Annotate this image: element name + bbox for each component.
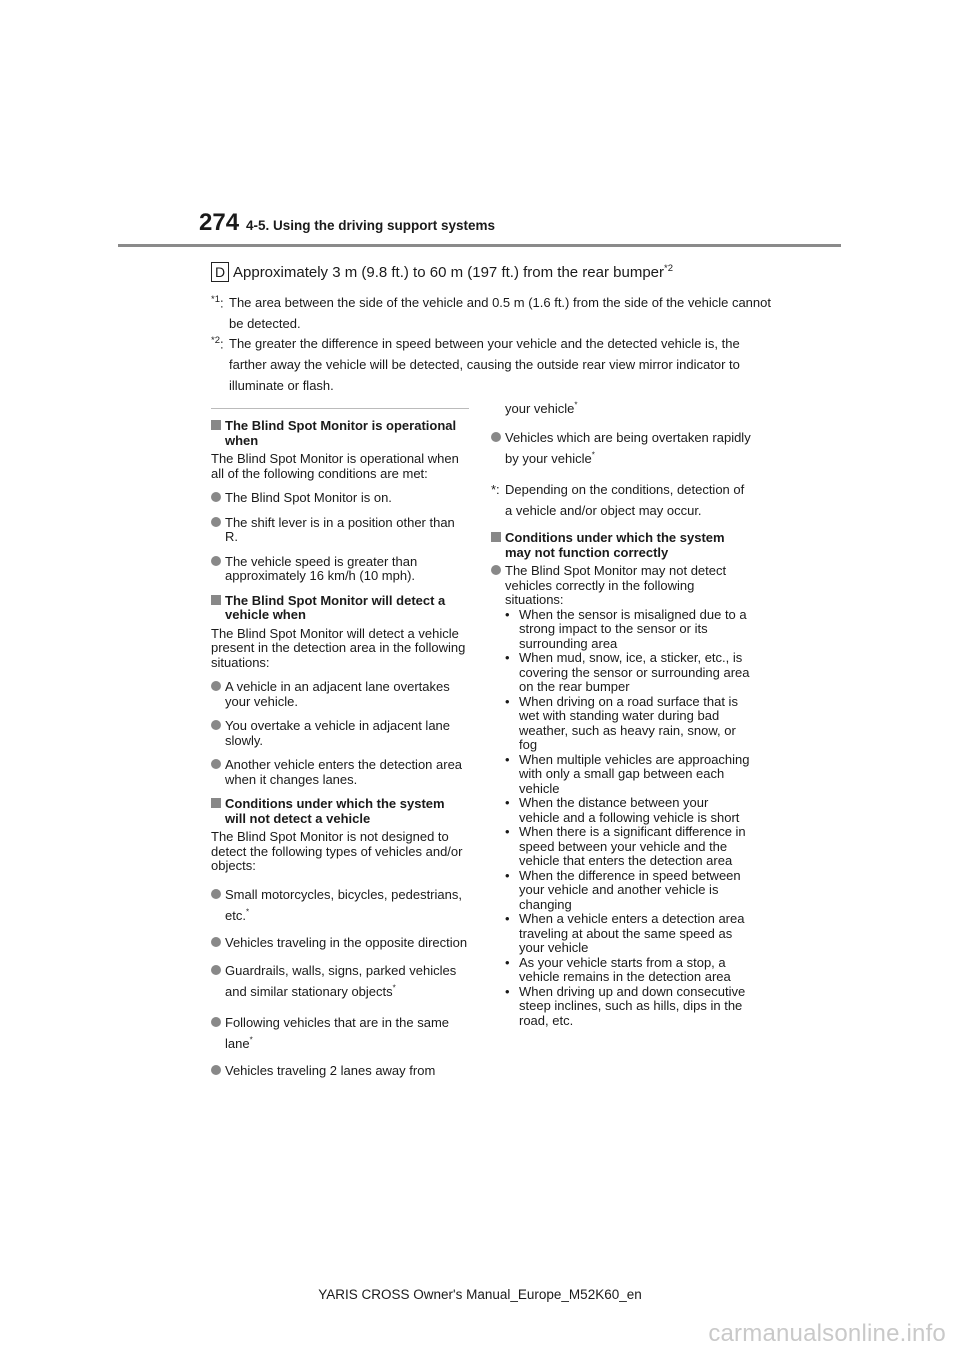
asterisk-note: *: Depending on the conditions, detection of a vehicle and/or object may occur. [491, 482, 745, 518]
sub-bullet-item: • When driving on a road surface that is wet with standing water during bad weather, such as heavy rain, snow, or fog [505, 693, 738, 752]
bullet-item: Another vehicle enters the detection area when it changes lanes. [211, 758, 469, 787]
footnote-mark: *1 [211, 294, 220, 305]
square-bullet-icon [211, 798, 221, 808]
bullet-item: Vehicles which are being overtaken rapidly by your vehicle* [491, 427, 751, 469]
bullet-item: The shift lever is in a position other than R. [211, 516, 469, 545]
footnote-1: $^{*1}$: The area between the side of the vehicle and 0.5 m (1.6 ft.) from the side of the vehicle cannot be detected. [211, 289, 771, 334]
square-bullet-icon [491, 532, 501, 542]
detection-range-item [211, 262, 673, 282]
bullet-item: The Blind Spot Monitor may not detect vehicles correctly in the following situations: [491, 564, 751, 608]
sub-bullet-list [491, 608, 751, 1029]
footnote-text: The area between the side of the vehicle and 0.5 m (1.6 ft.) from the side of the vehicle cannot be detected. [229, 295, 771, 332]
circle-bullet-icon [211, 889, 221, 899]
footnote-2: $^{*2}$: The greater the difference in speed between your vehicle and the detected vehicle is, the farther away the vehicle will be detected, causing the outside rear view mirror indicator to illuminate or flash. [211, 330, 771, 396]
bullet-item: Guardrails, walls, signs, parked vehicles and similar stationary objects* [211, 960, 469, 1002]
sub-bullet-item: • When the sensor is misaligned due to a strong impact to the sensor or its surrounding area [505, 606, 747, 651]
circle-bullet-icon [211, 681, 221, 691]
circle-bullet-icon [211, 1017, 221, 1027]
sub-bullet-item: • When mud, snow, ice, a sticker, etc., is covering the sensor or surrounding area on the rear bumper [505, 650, 750, 694]
circle-bullet-icon [211, 965, 221, 975]
bullet-item: The vehicle speed is greater than approximately 16 km/h (10 mph). [211, 555, 469, 584]
paragraph: The Blind Spot Monitor is operational when all of the following conditions are met: [211, 451, 459, 481]
circle-bullet-icon [211, 1065, 221, 1075]
item-superscript: *2 [664, 263, 673, 274]
circle-bullet-icon [491, 432, 501, 442]
sub-bullet-item: • When the difference in speed between your vehicle and another vehicle is changing [505, 867, 741, 912]
footnote-text: The greater the difference in speed between your vehicle and the detected vehicle is, the farther away the vehicle will be detected, causing the outside rear view mirror indicator to illuminate or flash. [229, 336, 740, 394]
paragraph: The Blind Spot Monitor will detect a vehicle present in the detection area in the following situations: [211, 625, 466, 670]
page-number: 274 [199, 209, 240, 236]
bullet-item: Following vehicles that are in the same lane* [211, 1012, 469, 1054]
item-text: Approximately 3 m (9.8 ft.) to 60 m (197 ft.) from the rear bumper [233, 264, 664, 281]
bullet-item: Vehicles traveling in the opposite direction [211, 936, 469, 951]
section-heading: Conditions under which the system will not detect a vehicle [211, 797, 469, 826]
sub-bullet-item: • When there is a significant difference in speed between your vehicle and the vehicle that enters the detection area [505, 824, 746, 868]
section-title: 4-5. Using the driving support systems [246, 218, 496, 233]
bullet-item: A vehicle in an adjacent lane overtakes your vehicle. [211, 680, 469, 709]
square-bullet-icon [211, 595, 221, 605]
circle-bullet-icon [211, 720, 221, 730]
sub-bullet-item: • When multiple vehicles are approaching with only a small gap between each vehicle [505, 751, 750, 796]
sub-bullet-item: • When driving up and down consecutive steep inclines, such as hills, dips in the road, etc. [505, 983, 746, 1028]
circle-bullet-icon [211, 492, 221, 502]
header-divider [118, 244, 841, 247]
section-heading: The Blind Spot Monitor is operational when [211, 419, 469, 448]
right-column [491, 398, 751, 1028]
sub-bullet-item: • When the distance between your vehicle and a following vehicle is short [505, 795, 740, 825]
circle-bullet-icon [211, 937, 221, 947]
item-letter-box: D [211, 262, 229, 282]
circle-bullet-icon [211, 556, 221, 566]
bullet-item: You overtake a vehicle in adjacent lane slowly. [211, 719, 469, 748]
square-bullet-icon [211, 420, 221, 430]
watermark: carmanualsonline.info [708, 1320, 946, 1347]
circle-bullet-icon [211, 759, 221, 769]
sub-bullet-item: • As your vehicle starts from a stop, a vehicle remains in the detection area [505, 954, 731, 984]
bullet-item: Small motorcycles, bicycles, pedestrians, etc.* [211, 884, 469, 926]
circle-bullet-icon [491, 565, 501, 575]
sub-bullet-item: • When a vehicle enters a detection area traveling at about the same speed as your vehicle [505, 911, 745, 955]
bullet-item: Vehicles traveling 2 lanes away from [211, 1064, 469, 1079]
bullet-item: The Blind Spot Monitor is on. [211, 491, 469, 506]
section-heading: Conditions under which the system may not function correctly [491, 531, 751, 560]
left-column [211, 408, 469, 1089]
section-heading: The Blind Spot Monitor will detect a vehicle when [211, 594, 469, 623]
paragraph: The Blind Spot Monitor is not designed to detect the following types of vehicles and/or objects: [211, 829, 463, 873]
page-footer: YARIS CROSS Owner's Manual_Europe_M52K60_en [318, 1287, 642, 1302]
bullet-continuation: your vehicle* [505, 400, 578, 416]
circle-bullet-icon [211, 517, 221, 527]
footnote-mark: *2 [211, 335, 220, 346]
